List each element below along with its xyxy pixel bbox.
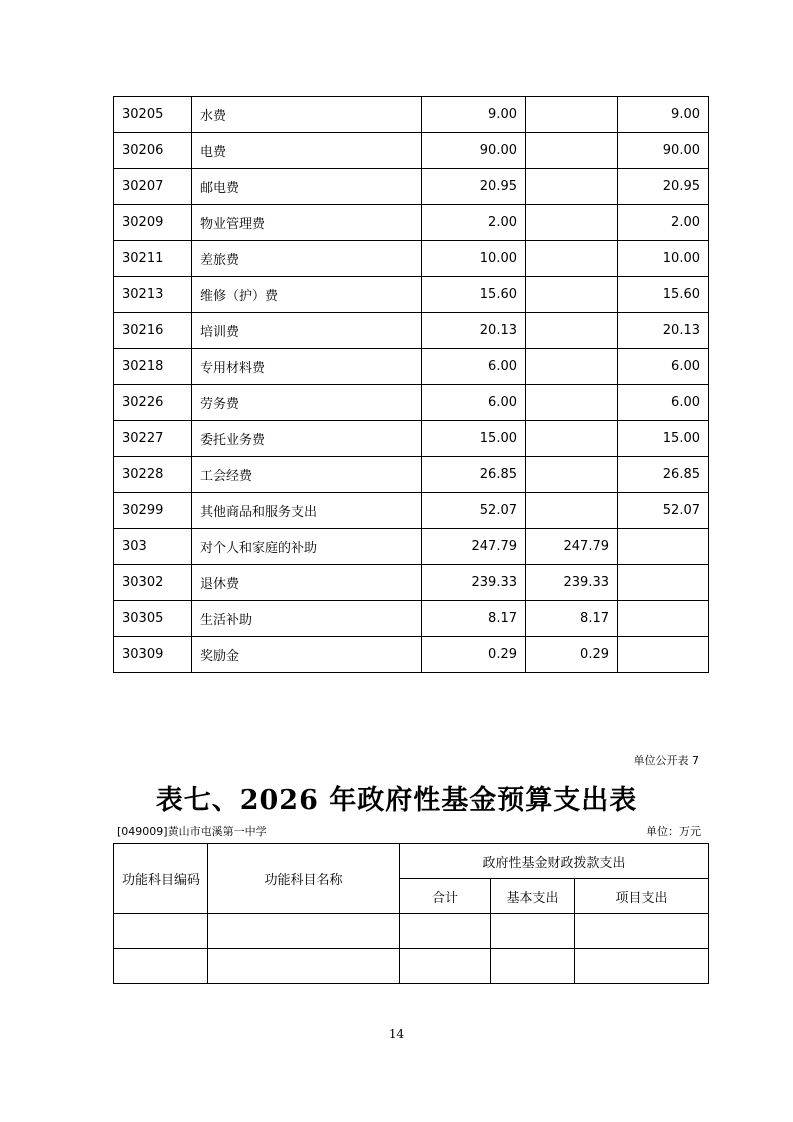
basic-cell <box>526 385 618 421</box>
code-cell: 30305 <box>114 601 192 637</box>
total-cell: 15.60 <box>422 277 526 313</box>
table-row <box>114 529 709 565</box>
basic-cell: 239.33 <box>526 565 618 601</box>
name-cell: 维修（护）费 <box>192 277 422 313</box>
organization-name: [049009]黄山市屯溪第一中学 <box>117 825 267 838</box>
project-cell: 2.00 <box>618 205 709 241</box>
cell <box>491 949 575 984</box>
project-cell <box>618 601 709 637</box>
total-cell: 8.17 <box>422 601 526 637</box>
project-cell: 26.85 <box>618 457 709 493</box>
name-cell: 退休费 <box>192 565 422 601</box>
code-cell: 30218 <box>114 349 192 385</box>
cell <box>208 949 400 984</box>
code-cell: 30299 <box>114 493 192 529</box>
basic-cell <box>526 457 618 493</box>
total-cell: 26.85 <box>422 457 526 493</box>
table-row <box>114 421 709 457</box>
page-title: 表七、2026 年政府性基金预算支出表 <box>155 785 638 816</box>
header-total: 合计 <box>400 879 491 914</box>
code-cell: 30227 <box>114 421 192 457</box>
name-cell: 委托业务费 <box>192 421 422 457</box>
header-basic: 基本支出 <box>491 879 575 914</box>
project-cell: 20.95 <box>618 169 709 205</box>
table-row <box>114 313 709 349</box>
table-row <box>114 349 709 385</box>
total-cell: 20.13 <box>422 313 526 349</box>
total-cell: 9.00 <box>422 97 526 133</box>
name-cell: 水费 <box>192 97 422 133</box>
code-cell: 30309 <box>114 637 192 673</box>
basic-cell <box>526 97 618 133</box>
name-cell: 差旅费 <box>192 241 422 277</box>
table-row <box>114 914 709 949</box>
cell <box>575 949 709 984</box>
name-cell: 劳务费 <box>192 385 422 421</box>
total-cell: 6.00 <box>422 349 526 385</box>
project-cell: 15.60 <box>618 277 709 313</box>
total-cell: 239.33 <box>422 565 526 601</box>
cell <box>575 914 709 949</box>
name-cell: 电费 <box>192 133 422 169</box>
table-row <box>114 949 709 984</box>
basic-cell <box>526 277 618 313</box>
total-cell: 10.00 <box>422 241 526 277</box>
total-cell: 90.00 <box>422 133 526 169</box>
header-project: 项目支出 <box>575 879 709 914</box>
project-cell: 10.00 <box>618 241 709 277</box>
code-cell: 30205 <box>114 97 192 133</box>
table-row <box>114 97 709 133</box>
basic-cell: 0.29 <box>526 637 618 673</box>
header-function-code: 功能科目编码 <box>114 844 208 914</box>
table-row <box>114 205 709 241</box>
total-cell: 0.29 <box>422 637 526 673</box>
total-cell: 52.07 <box>422 493 526 529</box>
government-fund-expenditure-table <box>113 843 709 984</box>
basic-cell <box>526 205 618 241</box>
total-cell: 20.95 <box>422 169 526 205</box>
table-row <box>114 637 709 673</box>
name-cell: 奖励金 <box>192 637 422 673</box>
header-fund-group: 政府性基金财政拨款支出 <box>400 844 709 879</box>
basic-cell <box>526 313 618 349</box>
name-cell: 专用材料费 <box>192 349 422 385</box>
code-cell: 30211 <box>114 241 192 277</box>
total-cell: 247.79 <box>422 529 526 565</box>
name-cell: 工会经费 <box>192 457 422 493</box>
cell <box>114 914 208 949</box>
project-cell: 9.00 <box>618 97 709 133</box>
project-cell: 15.00 <box>618 421 709 457</box>
basic-cell <box>526 133 618 169</box>
project-cell: 6.00 <box>618 349 709 385</box>
name-cell: 邮电费 <box>192 169 422 205</box>
cell <box>400 949 491 984</box>
name-cell: 其他商品和服务支出 <box>192 493 422 529</box>
cell <box>114 949 208 984</box>
basic-cell <box>526 421 618 457</box>
table-row <box>114 457 709 493</box>
project-cell <box>618 637 709 673</box>
basic-cell <box>526 493 618 529</box>
code-cell: 30206 <box>114 133 192 169</box>
code-cell: 30226 <box>114 385 192 421</box>
expenditure-detail-table <box>113 96 709 673</box>
table-row <box>114 385 709 421</box>
cell <box>400 914 491 949</box>
total-cell: 15.00 <box>422 421 526 457</box>
basic-cell <box>526 169 618 205</box>
table-row <box>114 133 709 169</box>
basic-cell: 247.79 <box>526 529 618 565</box>
project-cell: 6.00 <box>618 385 709 421</box>
total-cell: 2.00 <box>422 205 526 241</box>
header-function-name: 功能科目名称 <box>208 844 400 914</box>
project-cell: 90.00 <box>618 133 709 169</box>
page-number: 14 <box>388 1027 405 1041</box>
name-cell: 培训费 <box>192 313 422 349</box>
form-number-label: 单位公开表 7 <box>633 754 699 767</box>
basic-cell <box>526 349 618 385</box>
name-cell: 物业管理费 <box>192 205 422 241</box>
table-row <box>114 277 709 313</box>
money-unit-label: 单位：万元 <box>646 825 701 838</box>
cell <box>208 914 400 949</box>
code-cell: 303 <box>114 529 192 565</box>
code-cell: 30207 <box>114 169 192 205</box>
table-row <box>114 493 709 529</box>
total-cell: 6.00 <box>422 385 526 421</box>
table-row <box>114 565 709 601</box>
project-cell: 52.07 <box>618 493 709 529</box>
project-cell <box>618 565 709 601</box>
table-row <box>114 241 709 277</box>
basic-cell <box>526 241 618 277</box>
basic-cell: 8.17 <box>526 601 618 637</box>
code-cell: 30216 <box>114 313 192 349</box>
code-cell: 30213 <box>114 277 192 313</box>
name-cell: 生活补助 <box>192 601 422 637</box>
name-cell: 对个人和家庭的补助 <box>192 529 422 565</box>
code-cell: 30302 <box>114 565 192 601</box>
code-cell: 30228 <box>114 457 192 493</box>
project-cell: 20.13 <box>618 313 709 349</box>
table-row <box>114 601 709 637</box>
table-row <box>114 169 709 205</box>
cell <box>491 914 575 949</box>
code-cell: 30209 <box>114 205 192 241</box>
project-cell <box>618 529 709 565</box>
